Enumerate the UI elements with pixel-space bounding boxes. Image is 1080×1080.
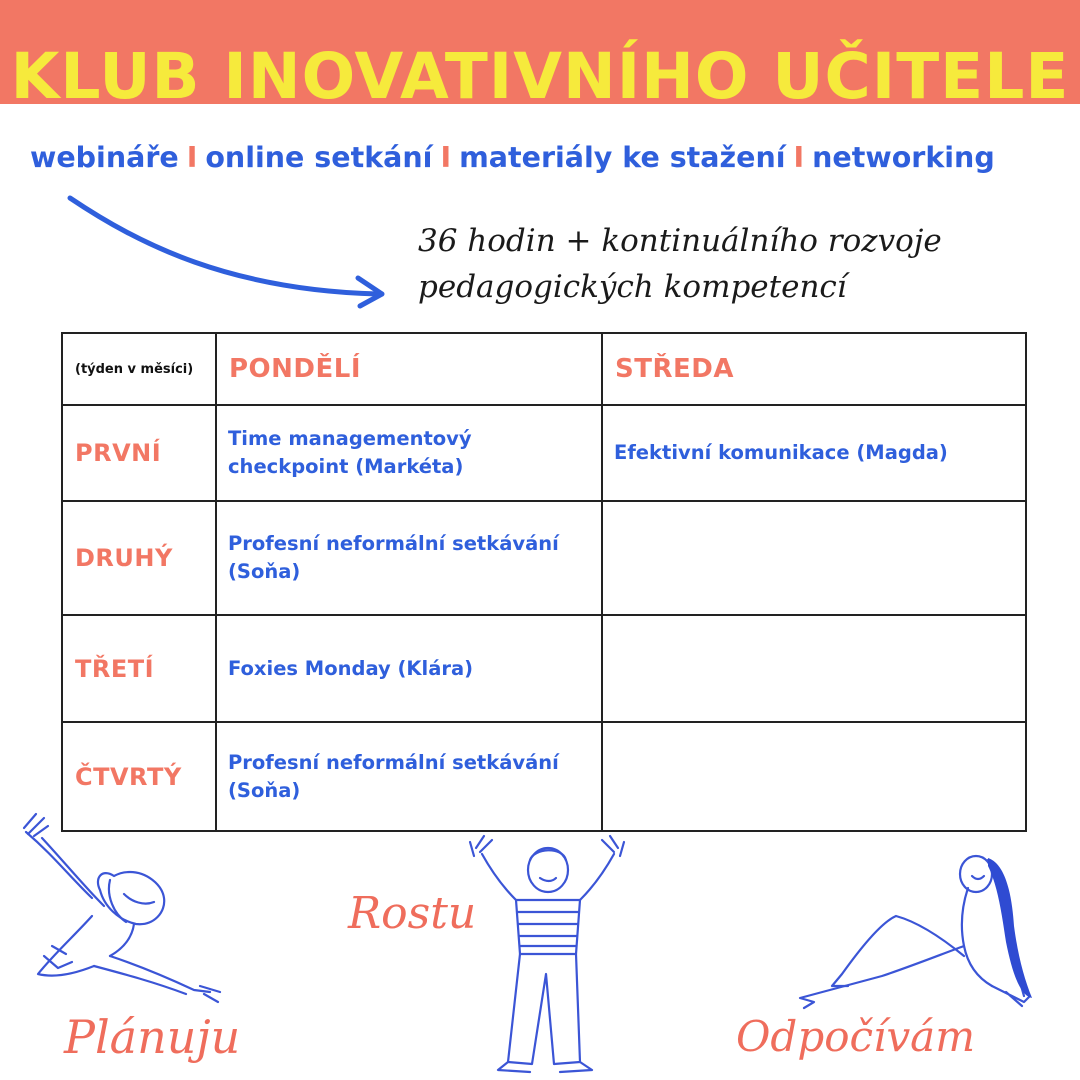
wednesday-event [602,501,1026,615]
hours-note-line2: pedagogických kompetencí [418,269,847,305]
left-illustration-label: Plánuju [64,1010,241,1064]
curved-arrow-icon [60,190,400,320]
feature-materials: materiály ke stažení [459,141,786,174]
monday-event: Foxies Monday (Klára) [216,615,602,722]
growing-boy-illustration [468,834,628,1074]
week-label: TŘETÍ [62,615,216,722]
table-row [62,405,1026,501]
wednesday-event: Efektivní komunikace (Magda) [602,405,1026,501]
right-illustration-label: Odpočívám [736,1012,976,1061]
feature-online-meetings: online setkání [205,141,433,174]
hours-note-line1: 36 hodin + kontinuálního rozvoje [418,223,942,259]
table-row [62,615,1026,722]
week-label: DRUHÝ [62,501,216,615]
stretching-woman-illustration [14,806,229,1016]
wednesday-event [602,722,1026,831]
subtitle-feature-list [30,138,1060,178]
table-row [62,501,1026,615]
wednesday-event [602,615,1026,722]
monday-event: Time managementový checkpoint (Markéta) [216,405,602,501]
column-header-wednesday: STŘEDA [602,333,1026,405]
column-header-monday: PONDĚLÍ [216,333,602,405]
monday-event: Profesní neformální setkávání (Soňa) [216,501,602,615]
feature-webinars: webináře [30,141,179,174]
schedule-table [61,332,1027,832]
page-title: KLUB INOVATIVNÍHO UČITELE [10,40,1070,113]
feature-separator: I [793,141,805,174]
corner-label: (týden v měsíci) [62,333,216,405]
table-header-row [62,333,1026,405]
feature-separator: I [186,141,198,174]
feature-networking: networking [812,141,995,174]
week-label: PRVNÍ [62,405,216,501]
hours-note [418,218,1068,310]
monday-event: Profesní neformální setkávání (Soňa) [216,722,602,831]
week-label: ČTVRTÝ [62,722,216,831]
feature-separator: I [440,141,452,174]
resting-woman-illustration [792,846,1038,1016]
center-illustration-label: Rostu [348,888,477,939]
